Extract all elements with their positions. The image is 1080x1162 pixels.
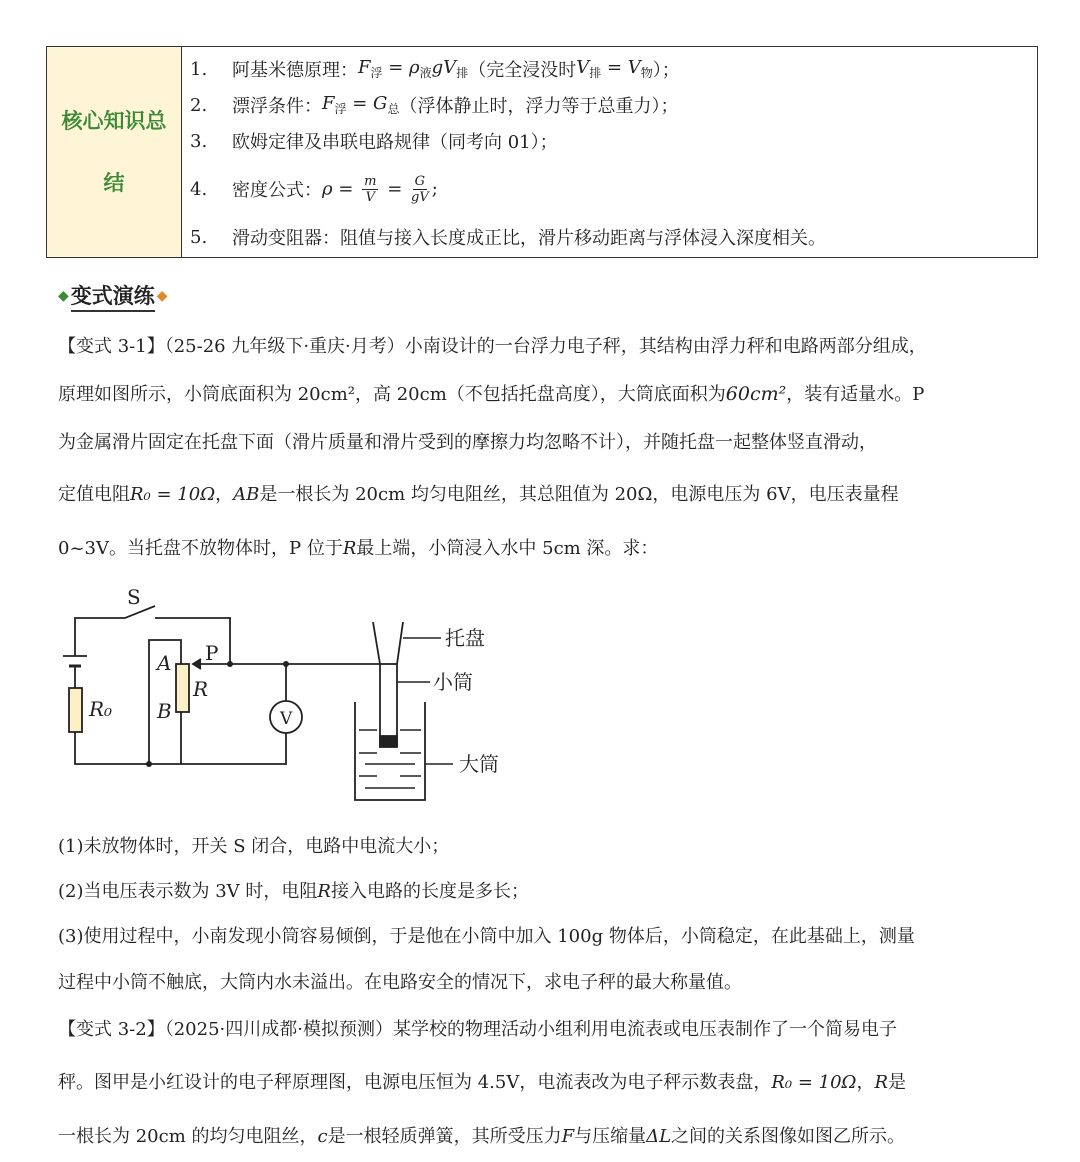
question-3-line2: 过程中小筒不触底，大筒内水未溢出。在电路安全的情况下，求电子秤的最大称量值。 [58,972,742,993]
section-title [58,280,168,312]
label-r: R [193,677,209,701]
circuit-diagram [55,578,575,818]
problem1-line1 [58,332,927,358]
problem-text: ， [215,484,234,505]
problem1-line2 [58,380,924,406]
junction-dot [227,661,233,667]
rheostat-r [176,664,189,712]
problem-text: 定值电阻 [58,484,130,505]
problem-source: （25-26 九年级下·重庆·月考） [164,336,405,357]
problem-text: 接入电路的长度是多长； [330,881,529,902]
problem-text: 原理如图所示，小筒底面积为 20cm²，高 20cm（不包括托盘高度），大筒底面积为 [58,384,726,405]
summary-heading-line2: 结 [103,171,125,195]
r-label: R [317,881,331,902]
item-text: 滑动变阻器：阻值与接入长度成正比，滑片移动距离与浮体浸入深度相关。 [232,228,826,249]
problem-text: 是一根长为 20cm 均匀电阻丝，其总阻值为 20Ω，电源电压为 6V，电压表量程 [259,484,899,505]
item-note: （浮体静止时，浮力等于总重力）； [399,96,679,117]
small-cylinder [380,664,397,746]
problem-text: 一根长为 20cm 的均匀电阻丝， [58,1126,318,1147]
label-r0: R₀ [89,697,113,721]
item-number: 1. [190,58,208,80]
item-number: 3. [190,130,208,152]
problem-text: 小南设计的一台浮力电子秤，其结构由浮力秤和电路两部分组成， [404,336,927,357]
problem-text: 0~3V。当托盘不放物体时，P 位于 [58,538,343,559]
compression-label: ΔL [646,1126,672,1147]
problem-text: ，装有适量水。P [786,384,925,405]
knowledge-summary-table [46,46,1038,258]
diamond-icon: ◆ [58,288,69,304]
summary-item-5 [190,219,1037,255]
volume-equality: $V_排 = V_物$ [576,57,653,80]
spring-label: c [317,1126,328,1147]
problem-tag: 【变式 3-1】 [58,336,165,357]
summary-heading [47,47,182,257]
problem-text: 之间的关系图像如图乙所示。 [671,1126,906,1147]
slider-arrow [193,659,201,669]
problem2-line3 [58,1122,905,1148]
item-note: （完全浸没时 [468,60,577,81]
item-note-end: ）； [652,60,680,81]
problem-source: （2025·四川成都·模拟预测） [164,1019,393,1040]
tray [373,622,403,664]
r-label: R [874,1072,889,1093]
summary-item-2 [190,87,1037,123]
problem-text: (2)当电压表示数为 3V 时，电阻 [58,881,318,902]
junction-dot [283,661,289,667]
label-big-cylinder: 大筒 [459,752,499,776]
item-number: 4. [190,178,208,200]
problem-text: 最上端，小筒浸入水中 5cm 深。求： [356,538,659,559]
item-label: 密度公式： [232,180,322,201]
label-tray: 托盘 [445,626,485,650]
label-p: P [205,641,219,665]
item-label: 阿基米德原理： [232,60,358,81]
summary-item-4 [190,159,1037,219]
circuit-wire [75,618,125,643]
summary-heading-line1: 核心知识总 [61,109,167,133]
problem-text: 是 [888,1072,907,1093]
diamond-icon: ◆ [156,288,168,304]
label-s: S [127,585,141,609]
question-3-line1: (3)使用过程中，小南发现小筒容易倾倒，于是他在小筒中加入 100g 物体后，小筒稳定，在此基础上，测量 [58,926,915,947]
big-cylinder-area: 60cm² [725,383,787,405]
summary-item-1 [190,51,1037,87]
density-formula: ρ = $\frac{m}{V}$ = $\frac{G}{gV}$ ; [322,173,438,205]
section-title-text: 变式演练 [71,280,155,312]
problem-text: ， [856,1072,875,1093]
force-label: F [561,1126,575,1147]
circuit-figure [55,578,575,818]
r0-resistor [69,688,82,732]
label-small-cylinder: 小筒 [433,670,473,694]
label-b: B [157,699,172,723]
problem2-line1 [58,1015,897,1041]
r-label: R [342,538,357,559]
item-number: 5. [190,226,208,248]
small-cylinder-bottom [380,736,397,747]
summary-body [182,47,1037,257]
ab-label: AB [233,484,260,505]
r0-value: R₀ = 10Ω [771,1072,857,1093]
problem-text: 是一根轻质弹簧，其所受压力 [327,1126,562,1147]
problem-text: 某学校的物理活动小组利用电流表或电压表制作了一个简易电子 [392,1019,897,1040]
problem1-line5 [58,534,658,560]
problem2-line2 [58,1068,906,1094]
problem-text: 与压缩量 [574,1126,647,1147]
floating-formula: $F_浮 = G_总$ [322,93,400,116]
r0-value: R₀ = 10Ω [130,484,216,505]
label-a: A [157,651,172,675]
item-label: 漂浮条件： [232,96,322,117]
item-number: 2. [190,94,208,116]
problem1-line4 [58,480,899,506]
item-text: 欧姆定律及串联电路规律（同考向 01）； [232,132,558,153]
label-v: V [280,709,293,729]
problem1-line3: 为金属滑片固定在托盘下面（滑片质量和滑片受到的摩擦力均忽略不计），并随托盘一起整体竖直滑动， [58,432,877,453]
question-2 [58,877,529,903]
junction-dot [146,761,152,767]
problem-text: 秤。图甲是小红设计的电子秤原理图，电源电压恒为 4.5V，电流表改为电子秤示数表盘， [58,1072,772,1093]
question-1: (1)未放物体时，开关 S 闭合，电路中电流大小； [58,836,450,857]
summary-item-3 [190,123,1037,159]
archimedes-formula: $F_浮 = \rho_液gV_排$ [358,57,469,80]
problem-tag: 【变式 3-2】 [58,1019,165,1040]
